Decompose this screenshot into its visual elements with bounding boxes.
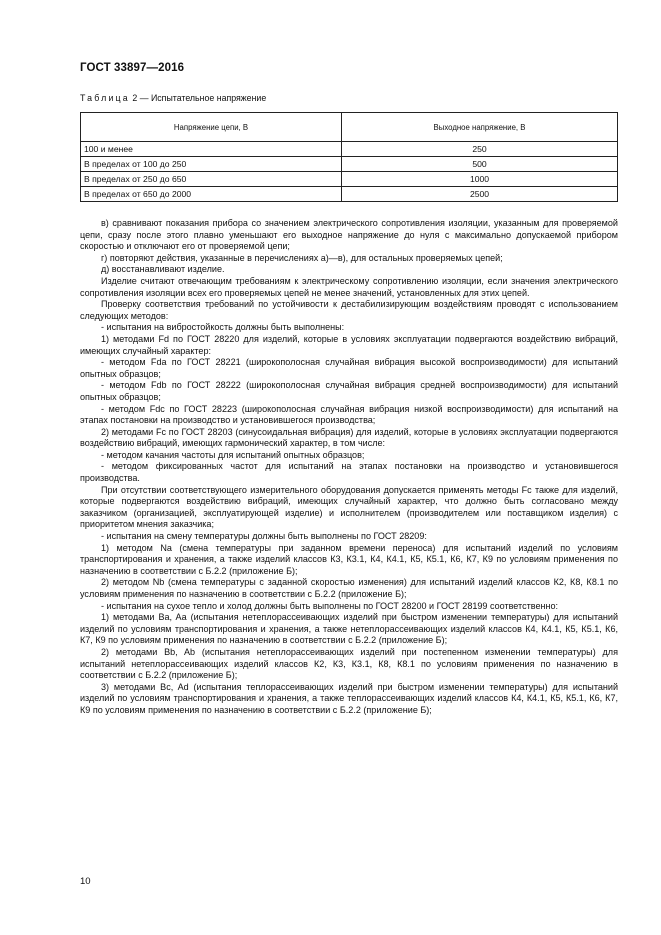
paragraph: - испытания на сухое тепло и холод должны быть выполнены по ГОСТ 28200 и ГОСТ 28199 соответственно: (101, 600, 559, 611)
page-number: 10 (80, 876, 91, 887)
table-cell-circuit-voltage: В пределах от 250 до 650 (81, 172, 342, 187)
paragraph: - методом фиксированных частот для испытаний на этапах постановки на производство и установившегося производства. (80, 461, 618, 484)
paragraph: - испытания на смену температуры должны быть выполнены по ГОСТ 28209: (101, 531, 427, 542)
table-row (81, 142, 618, 157)
table-caption-word: Таблица (80, 93, 130, 103)
table-row (81, 157, 618, 172)
voltage-table (80, 112, 618, 202)
paragraph: д) восстанавливают изделие. (101, 264, 225, 275)
table-caption-title: — Испытательное напряжение (139, 93, 267, 103)
paragraph: в) сравнивают показания прибора со значением электрического сопротивления изоляции, указанным для проверяемой цепи, сразу после этого плавно уменьшают его выходное напряжение до нуля с максимально допускаемой прибором скоростью и отключают его от проверяемой цепи; (80, 218, 618, 252)
paragraph: 1) методом Na (смена температуры при заданном времени переноса) для испытаний изделий по условиям транспортирования и хранения, а также изделий классов К3, К3.1, К4, К4.1, К5, К5.1, К6, К7, К9 по условиям применения по назначению в соответствии с Б.2.2 (приложение Б); (80, 542, 618, 576)
table-cell-circuit-voltage: В пределах от 650 до 2000 (81, 187, 342, 202)
table-cell-circuit-voltage: 100 и менее (81, 142, 342, 157)
table-column-header: Выходное напряжение, В (342, 113, 618, 142)
table-header-row (81, 113, 618, 142)
paragraph: 1) методами Fd по ГОСТ 28220 для изделий, которые в условиях эксплуатации подвергаются воздействию вибраций, имеющих случайный характер: (80, 333, 618, 356)
paragraph: г) повторяют действия, указанные в перечислениях а)—в), для остальных проверяемых цепей; (101, 252, 503, 263)
paragraph: - методом Fdc по ГОСТ 28223 (широкополосная случайная вибрация низкой воспроизводимости) для испытаний на этапах постановки на производство и установившегося производства; (80, 403, 618, 426)
table-cell-output-voltage: 1000 (342, 172, 618, 187)
paragraph: При отсутствии соответствующего измерительного оборудования допускается применять методы Fc также для изделий, которые подвергаются воздействию вибраций, имеющих случайный характер, что должно быть согласовано между заказчиком (организацией, эксплуатирующей изделие) и исполнителем (производителем или поставщиком изделия) с приоритетом мнения заказчика; (80, 484, 618, 530)
table-cell-output-voltage: 2500 (342, 187, 618, 202)
table-cell-output-voltage: 250 (342, 142, 618, 157)
table-caption-number: 2 (132, 93, 138, 103)
paragraph: 2) методом Nb (смена температуры с заданной скоростью изменения) для испытаний изделий классов К2, К8, К8.1 по условиям применения по назначению в соответствии с Б.2.2 (приложение Б); (80, 577, 618, 599)
table-column-header: Напряжение цепи, В (81, 113, 342, 142)
paragraph: - испытания на вибростойкость должны быть выполнены: (101, 322, 345, 333)
table-caption (80, 93, 266, 103)
paragraph: Изделие считают отвечающим требованиям к электрическому сопротивлению изоляции, если значения электрического сопротивления изоляции всех его проверяемых цепей не менее значений, установленных для этих цепей. (80, 275, 618, 298)
paragraph: - методом качания частоты для испытаний опытных образцов; (101, 449, 365, 460)
paragraph: 3) методами Bc, Ad (испытания теплорассеивающих изделий при быстром изменении температуры) для испытаний изделий по условиям транспортирования и хранения, а также теплорассеивающих изделий классов К4, К4.1, К5, К5.1, К6, К7, К9 по условиям применения по назначению в соответствии с Б.2.2 (приложение Б); (80, 681, 618, 715)
paragraph: - методом Fdb по ГОСТ 28222 (широкополосная случайная вибрация средней воспроизводимости) для испытаний опытных образцов; (80, 380, 618, 402)
paragraph: 2) методами Bb, Ab (испытания нетеплорассеивающих изделий при постепенном изменении температуры) для испытаний нетеплорассеивающих изделий классов К2, К3, К3.1, К8, К8.1 по условиям применения по назначению в соответствии с Б.2.2 (приложение Б); (80, 646, 618, 681)
paragraph: 2) методами Fc по ГОСТ 28203 (синусоидальная вибрация) для изделий, которые в условиях эксплуатации подвергаются воздействию вибраций, имеющих гармонический характер, в том числе: (80, 426, 618, 449)
paragraph: 1) методами Ba, Aa (испытания нетеплорассеивающих изделий при быстром изменении температуры) для испытаний изделий по условиям транспортирования и хранения, а также нетеплорассеивающих изделий классов К4, К4.1, К5, К5.1, К6, К7, К9 по условиям применения по назначению в соответствии с Б.2.2 (приложение Б); (80, 612, 618, 646)
table-row (81, 172, 618, 187)
document-header-code: ГОСТ 33897—2016 (80, 62, 185, 74)
paragraph: - методом Fda по ГОСТ 28221 (широкополосная случайная вибрация высокой воспроизводимости) для испытаний опытных образцов; (80, 357, 618, 379)
table-cell-output-voltage: 500 (342, 157, 618, 172)
paragraph: Проверку соответствия требований по устойчивости к дестабилизирующим воздействиям проводят с использованием следующих методов: (80, 299, 618, 321)
table-row (81, 187, 618, 202)
table-cell-circuit-voltage: В пределах от 100 до 250 (81, 157, 342, 172)
body-text (80, 218, 618, 717)
